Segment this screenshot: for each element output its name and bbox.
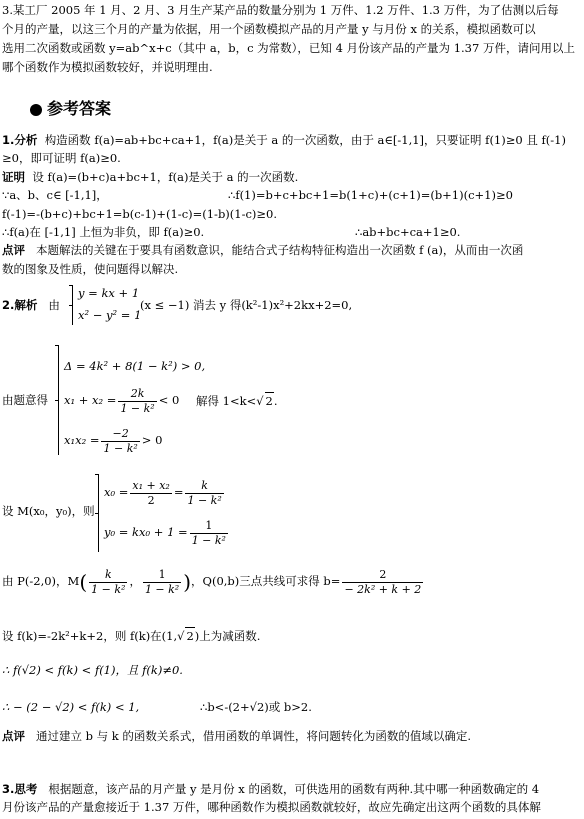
m-num1: k bbox=[89, 568, 127, 583]
sol3-text1: 根据题意，该产品的月产量 y 是月份 x 的函数，可供选用的函数有两种.其中哪一种函数确定的 4 bbox=[48, 782, 540, 796]
discriminant: Δ = 4k² + 8(1 − k²) > 0, bbox=[64, 359, 206, 373]
f-def-text: 设 f(k)=-2k²+k+2，则 f(k)在(1, bbox=[2, 629, 178, 643]
sol1-note1 bbox=[2, 242, 580, 258]
prod-den: 1 − k² bbox=[103, 441, 138, 455]
x0-frac1 bbox=[130, 479, 171, 508]
proof-text: 设 f(a)=(b+c)a+bc+1，f(a)是关于 a 的一次函数. bbox=[32, 170, 299, 184]
sol1-line5: f(-1)=-(b+c)+bc+1=b(c-1)+(1-c)=(1-b)(1-c)≥0. bbox=[2, 207, 278, 221]
sol1-analysis: 构造函数 f(a)=ab+bc+ca+1，f(a)是关于 a 的一次函数，由于 a∈[-1,1]，只要证明 f(1)≥0 且 f(-1) bbox=[44, 133, 566, 147]
y0-num: 1 bbox=[190, 519, 228, 534]
m-num2: 1 bbox=[143, 568, 181, 583]
b-frac bbox=[342, 568, 423, 597]
f-def-text2: )上为减函数. bbox=[194, 629, 261, 643]
from-p: 由 P(-2,0)，M bbox=[2, 574, 80, 588]
sol1-conclusion: ∴f(a)在 [-1,1] 上恒为非负，即 f(a)≥0. bbox=[2, 225, 205, 239]
solve-text: 解得 1<k< bbox=[196, 394, 257, 408]
sol1-line1 bbox=[2, 132, 580, 148]
y0-den: 1 − k² bbox=[191, 533, 226, 547]
sol2-by: 由 bbox=[48, 298, 60, 312]
y0-left: y₀ = kx₀ + 1 = bbox=[104, 525, 188, 539]
sol1-given: ∵a、b、c∈ [-1,1]， bbox=[2, 188, 108, 202]
sol1-line6 bbox=[2, 224, 580, 240]
ineq2: ∴ − (2 − √2) < f(k) < 1, bbox=[2, 700, 140, 714]
prod-num: −2 bbox=[101, 427, 139, 442]
q-text: ，Q(0,b)三点共线可求得 b= bbox=[191, 574, 341, 588]
b-num: 2 bbox=[342, 568, 423, 583]
product-roots bbox=[64, 425, 580, 456]
system-brace-1 bbox=[72, 285, 73, 325]
m-frac2 bbox=[143, 568, 181, 597]
prod-right: > 0 bbox=[141, 433, 163, 447]
m-den2: 1 − k² bbox=[144, 582, 180, 596]
y0-eq bbox=[104, 517, 580, 548]
m-comma: ， bbox=[129, 574, 141, 588]
sol2-label: 2.解析 bbox=[2, 298, 38, 312]
note-text-1: 本题解法的关键在于要具有函数意识，能结合式子结构特征构造出一次函数 f (a)，从而由一次函 bbox=[35, 243, 524, 257]
sys1-eq2: x² − y² = 1 bbox=[78, 308, 142, 322]
sol1-label: 1.分析 bbox=[2, 133, 38, 147]
sol1-line3 bbox=[2, 169, 580, 185]
sol2-note bbox=[2, 728, 580, 744]
sol3-line1 bbox=[2, 781, 580, 797]
ineq3: ∴b<-(2+√2)或 b>2. bbox=[200, 700, 312, 714]
note-label-2: 点评 bbox=[2, 729, 25, 743]
sys1-condition bbox=[140, 297, 580, 313]
sqrt2-b: 2 bbox=[186, 629, 194, 643]
sum-num: 2k bbox=[118, 387, 156, 402]
x0-num1: x₁ + x₂ bbox=[132, 478, 170, 492]
x0-equal: = bbox=[173, 485, 184, 499]
x0-frac2 bbox=[185, 479, 223, 508]
note-text-2: 通过建立 b 与 k 的函数关系式，借用函数的单调性，将问题转化为函数的值域以确定. bbox=[35, 729, 472, 743]
y0-frac bbox=[190, 519, 228, 548]
bullet-icon bbox=[30, 104, 42, 116]
proof-label: 证明 bbox=[2, 170, 25, 184]
x0-left: x₀ = bbox=[104, 485, 129, 499]
sol1-line2: ≥0，即可证明 f(a)≥0. bbox=[2, 151, 121, 165]
note-label-1: 点评 bbox=[2, 243, 25, 257]
prod-left: x₁x₂ = bbox=[64, 433, 100, 447]
x0-num2: k bbox=[185, 479, 223, 494]
collinear-line: 由 P(-2,0)，M( $\frac{k}{\text{1 − k²}}$ ， $\frac{1}{\text{1 − k²}}$ )，Q(0,b)三点共线可求得 b= $\frac{2}{\text{− 2k² + k + 2}}$ bbox=[2, 567, 422, 596]
f-def: 设 f(k)=-2k²+k+2，则 f(k)在(1,√ 2)上为减函数. bbox=[2, 629, 261, 643]
b-den: − 2k² + k + 2 bbox=[344, 582, 422, 596]
elimination: 消去 y 得(k²-1)x²+2kx+2=0, bbox=[193, 298, 353, 312]
m-frac1 bbox=[89, 568, 127, 597]
problem3-line1: 3.某工厂 2005 年 1 月、2 月、3 月生产某产品的数量分别为 1 万件、1.2 万件、1.3 万件，为了估测以后每 bbox=[2, 3, 559, 17]
ineq1: ∴ f(√2) < f(k) < f(1)，且 f(k)≠0. bbox=[2, 663, 183, 677]
prod-frac bbox=[101, 427, 139, 456]
sol1-result: ∴ab+bc+ca+1≥0. bbox=[355, 225, 461, 239]
sum-left: x₁ + x₂ = bbox=[64, 393, 117, 407]
x0-den2: 1 − k² bbox=[187, 493, 222, 507]
set-m: 设 M(x₀，y₀)，则 bbox=[2, 504, 95, 518]
answer-heading bbox=[30, 96, 111, 119]
sol3-label: 3.思考 bbox=[2, 782, 38, 796]
sol1-f1: ∴f(1)=b+c+bc+1=b(1+c)+(c+1)=(b+1)(c+1)≥0 bbox=[228, 188, 513, 202]
answer-heading-text: 参考答案 bbox=[47, 99, 112, 118]
sum-den: 1 − k² bbox=[120, 401, 155, 415]
sum-frac bbox=[118, 387, 156, 416]
problem3-line3: 选用二次函数或函数 y=ab^x+c（其中 a，b，c 为常数），已知 4 月份该产品的产量为 1.37 万件，请问用以上 bbox=[2, 41, 575, 55]
solve-k: 解得 1<k<√ 2. bbox=[196, 394, 278, 408]
sqrt2-a: 2 bbox=[265, 394, 273, 408]
m-den1: 1 − k² bbox=[91, 582, 126, 596]
sol1-note2: 数的图象及性质，使问题得以解决. bbox=[2, 262, 179, 276]
system-brace-3 bbox=[98, 474, 99, 552]
condition: (x ≤ −1) bbox=[140, 298, 190, 312]
problem3-line4: 哪个函数作为模拟函数较好，并说明理由. bbox=[2, 60, 213, 74]
problem3-line2: 个月的产量，以这三个月的产量为依据，用一个函数模拟产品的月产量 y 与月份 x 的关系，模拟函数可以 bbox=[2, 22, 536, 36]
sol1-line4 bbox=[2, 187, 580, 203]
system-brace-2 bbox=[58, 345, 59, 455]
sol3-line2: 月份该产品的产量愈接近于 1.37 万件，哪种函数作为模拟函数就较好，故应先确定出这两个函数的具体解 bbox=[2, 800, 541, 814]
x0-eq bbox=[104, 477, 580, 508]
sum-right: < 0 bbox=[158, 393, 180, 407]
sys1-eq1: y = kx + 1 bbox=[78, 286, 140, 300]
x0-den1: 2 bbox=[147, 493, 155, 507]
period: . bbox=[273, 394, 278, 408]
from-question: 由题意得 bbox=[2, 393, 48, 407]
